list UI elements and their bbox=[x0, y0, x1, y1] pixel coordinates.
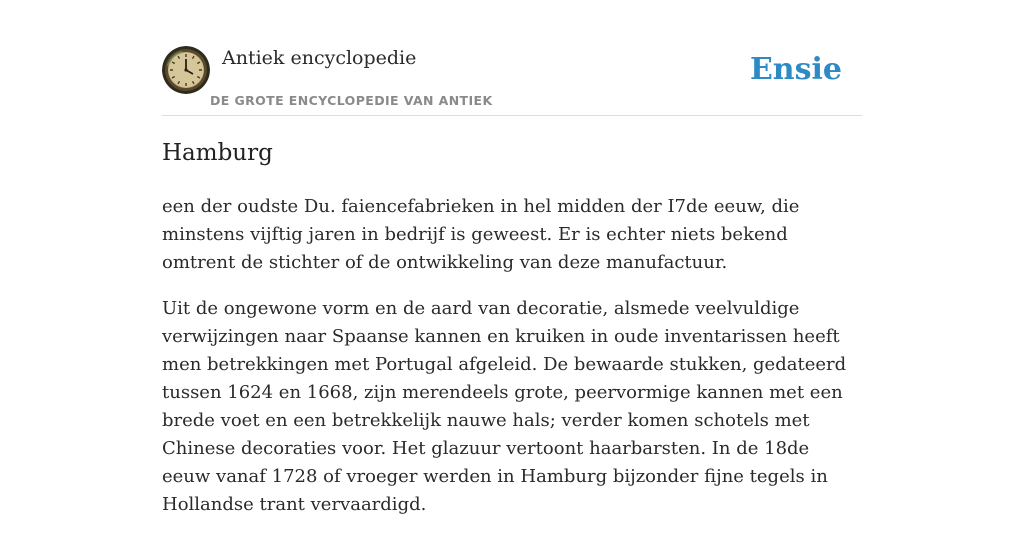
site-header bbox=[162, 44, 862, 116]
brand-logo[interactable]: Ensie bbox=[749, 52, 842, 87]
site-subtitle: DE GROTE ENCYCLOPEDIE VAN ANTIEK bbox=[210, 93, 493, 108]
page-title: Hamburg bbox=[162, 140, 273, 166]
header-divider bbox=[162, 115, 862, 116]
site-title[interactable]: Antiek encyclopedie bbox=[222, 47, 417, 69]
article-body bbox=[162, 193, 862, 537]
article-paragraph: Uit de ongewone vorm en de aard van decoratie, alsmede veelvuldige verwijzingen naar Spaanse kannen en kruiken in oude inventarissen heeft men betrekkingen met Portugal afgeleid. De bewaarde stukken, gedateerd tussen 1624 en 1668, zijn merendeels grote, peervormige kannen met een brede voet en een betrekkelijk nauwe hals; verder komen schotels met Chinese decoraties voor. Het glazuur vertoont haarbarsten. In de 18de eeuw vanaf 1728 of vroeger werden in Hamburg bijzonder fijne tegels in Hollandse trant vervaardigd. bbox=[162, 298, 847, 515]
article-paragraph: een der oudste Du. faiencefabrieken in hel midden der I7de eeuw, die minstens vijftig jaren in bedrijf is geweest. Er is echter niets bekend omtrent de stichter of de ontwikkeling van deze manufactuur. bbox=[162, 196, 800, 273]
clock-icon[interactable] bbox=[162, 46, 210, 94]
